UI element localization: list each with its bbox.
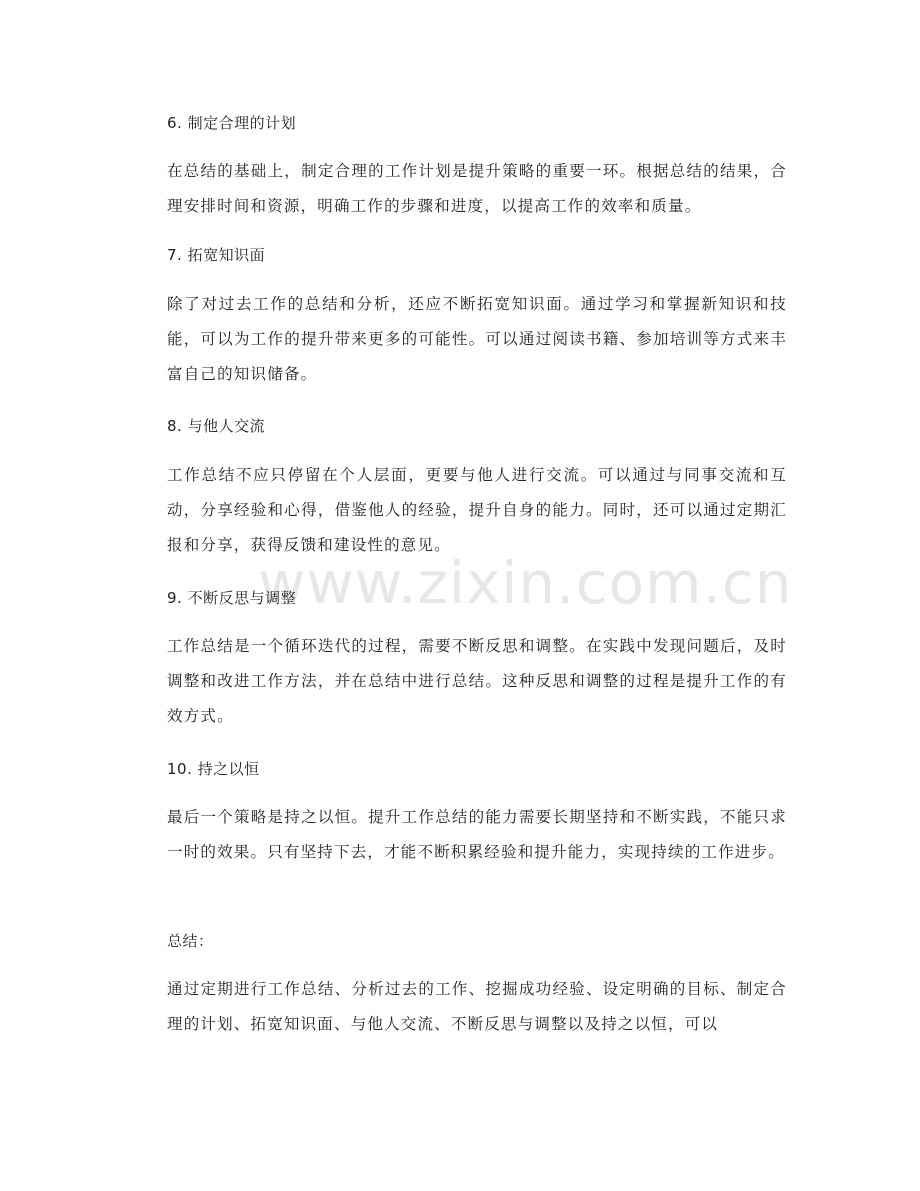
section-heading-6: 6. 制定合理的计划 xyxy=(167,114,297,132)
section-heading-10: 10. 持之以恒 xyxy=(167,760,260,778)
section-body-6: 在总结的基础上，制定合理的工作计划是提升策略的重要一环。根据总结的结果，合理安排时间和资源，明确工作的步骤和进度，以提高工作的效率和质量。 xyxy=(167,162,787,215)
watermark: www.zixin.com.cn xyxy=(258,549,793,617)
section-body-8: 工作总结不应只停留在个人层面，更要与他人进行交流。可以通过与同事交流和互动，分享经验和心得，借鉴他人的经验，提升自身的能力。同时，还可以通过定期汇报和分享，获得反馈和建设性的意见。 xyxy=(167,466,787,554)
section-heading-7: 7. 拓宽知识面 xyxy=(167,246,266,264)
section-heading-9: 9. 不断反思与调整 xyxy=(167,589,297,607)
section-body-7: 除了对过去工作的总结和分析，还应不断拓宽知识面。通过学习和掌握新知识和技能，可以为工作的提升带来更多的可能性。可以通过阅读书籍、参加培训等方式来丰富自己的知识储备。 xyxy=(167,295,787,383)
section-heading-8: 8. 与他人交流 xyxy=(167,417,266,435)
section-body-9: 工作总结是一个循环迭代的过程，需要不断反思和调整。在实践中发现问题后，及时调整和改进工作方法，并在总结中进行总结。这种反思和调整的过程是提升工作的有效方式。 xyxy=(167,637,787,725)
summary-body: 通过定期进行工作总结、分析过去的工作、挖掘成功经验、设定明确的目标、制定合理的计划、拓宽知识面、与他人交流、不断反思与调整以及持之以恒，可以 xyxy=(167,980,787,1033)
section-body-10: 最后一个策略是持之以恒。提升工作总结的能力需要长期坚持和不断实践，不能只求一时的效果。只有坚持下去，才能不断积累经验和提升能力，实现持续的工作进步。 xyxy=(167,808,787,861)
summary-heading: 总结： xyxy=(167,932,214,950)
